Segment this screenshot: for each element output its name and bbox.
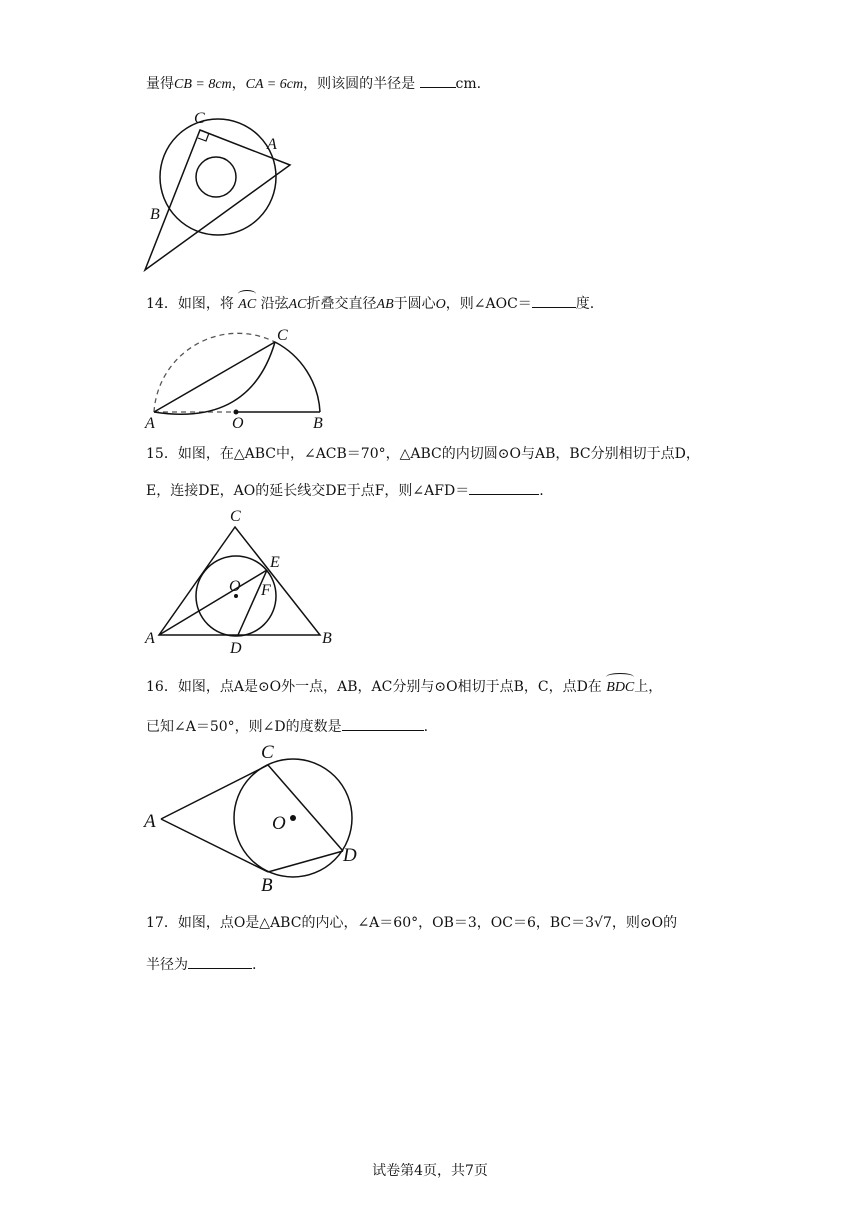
- q13-ca: CA = 6cm: [245, 77, 304, 92]
- q16-line2-text: 已知∠A＝50°，则∠D的度数是: [146, 719, 342, 735]
- label-a: A: [144, 811, 156, 832]
- center-o: [234, 410, 239, 415]
- q15-line2-text: E，连接DE，AO的延长线交DE于点F，则∠AFD＝: [146, 483, 470, 499]
- right-angle-mark: [198, 133, 209, 141]
- chord-cd: [268, 765, 343, 851]
- arc-cb: [275, 342, 320, 412]
- q14-text-c: 折叠交直径: [306, 296, 377, 312]
- answer-blank[interactable]: [469, 480, 539, 495]
- label-a: A: [267, 136, 277, 153]
- q14-text-a: 如图，将: [177, 296, 234, 312]
- q15-end: .: [539, 483, 544, 499]
- inner-circle: [196, 157, 236, 197]
- q17-line1-text: 如图，点O是△ABC的内心，∠A＝60°，OB＝3，OC＝6，BC＝3√7，则⊙O的: [177, 915, 678, 931]
- label-d: D: [343, 845, 357, 866]
- q14-o: O: [435, 297, 446, 312]
- q17-end: .: [252, 957, 257, 973]
- q14-figure: [140, 322, 340, 432]
- tangent-ac: [161, 765, 268, 819]
- page-footer: 试卷第4页，共7页: [372, 1163, 488, 1179]
- q13-end: .: [476, 76, 482, 92]
- q16-line1-text: 如图，点A是⊙O外一点，AB，AC分别与⊙O相切于点B，C，点D在: [177, 679, 602, 695]
- q13-text-b: ，则该圆的半径是: [303, 76, 416, 92]
- label-b: B: [261, 875, 273, 895]
- answer-blank[interactable]: [188, 954, 252, 969]
- q16-end: .: [423, 719, 429, 735]
- q13-text-a: 量得: [146, 76, 174, 92]
- q15-number: 15．: [146, 446, 178, 462]
- q17-number: 17．: [146, 915, 178, 931]
- answer-blank[interactable]: [420, 73, 456, 88]
- label-a: A: [145, 630, 155, 647]
- tangent-ab: [161, 819, 268, 872]
- label-o: O: [232, 415, 244, 432]
- label-a: A: [145, 415, 155, 432]
- label-b: B: [313, 415, 323, 432]
- q14-number: 14．: [146, 296, 178, 312]
- label-c: C: [261, 742, 274, 763]
- q17-line2-text: 半径为: [146, 957, 188, 973]
- q16-arc-bdc: BDC: [606, 678, 634, 698]
- label-b: B: [150, 206, 160, 223]
- q15-figure: [140, 505, 350, 660]
- label-c: C: [230, 508, 241, 525]
- label-o: O: [272, 813, 286, 834]
- label-c: C: [194, 110, 205, 127]
- label-o: O: [229, 578, 241, 595]
- q14-text-e: ，则∠AOC＝: [445, 296, 532, 312]
- dashed-arc: [154, 333, 275, 412]
- q15-line1: [146, 444, 700, 464]
- answer-blank[interactable]: [342, 716, 424, 731]
- q15-line2: [146, 480, 544, 501]
- center-o: [290, 815, 296, 821]
- q13-unit: cm: [455, 76, 477, 92]
- label-e: E: [270, 554, 280, 571]
- q17-line1: [146, 913, 677, 933]
- label-d: D: [230, 640, 242, 657]
- q14-text: [146, 293, 594, 315]
- q15-line1-text: 如图，在△ABC中，∠ACB＝70°，△ABC的内切圆⊙O与AB，BC分别相切于点D，: [177, 446, 700, 462]
- q16-number: 16．: [146, 679, 178, 695]
- q16-line2: [146, 716, 428, 737]
- q14-ac: AC: [288, 297, 307, 312]
- q14-text-d: 于圆心: [393, 296, 436, 312]
- q17-line2: [146, 954, 256, 975]
- q16-figure: [140, 740, 370, 895]
- line-af: [159, 570, 267, 635]
- q14-arc-ac: AC: [238, 295, 256, 315]
- label-f: F: [261, 582, 271, 599]
- q13-text: [146, 73, 481, 95]
- answer-blank[interactable]: [532, 293, 576, 308]
- q14-text-f: 度.: [575, 296, 595, 312]
- q13-figure: [140, 105, 310, 275]
- chord-ac: [154, 342, 275, 412]
- q13-sep: ，: [231, 76, 246, 92]
- q14-text-b: 沿弦: [260, 296, 289, 312]
- label-c: C: [277, 327, 288, 344]
- label-b: B: [322, 630, 332, 647]
- q16-line1-end: 上，: [634, 679, 663, 695]
- q16-line1: [146, 677, 662, 698]
- q13-cb: CB = 8cm: [174, 77, 232, 92]
- q14-ab: AB: [376, 297, 394, 312]
